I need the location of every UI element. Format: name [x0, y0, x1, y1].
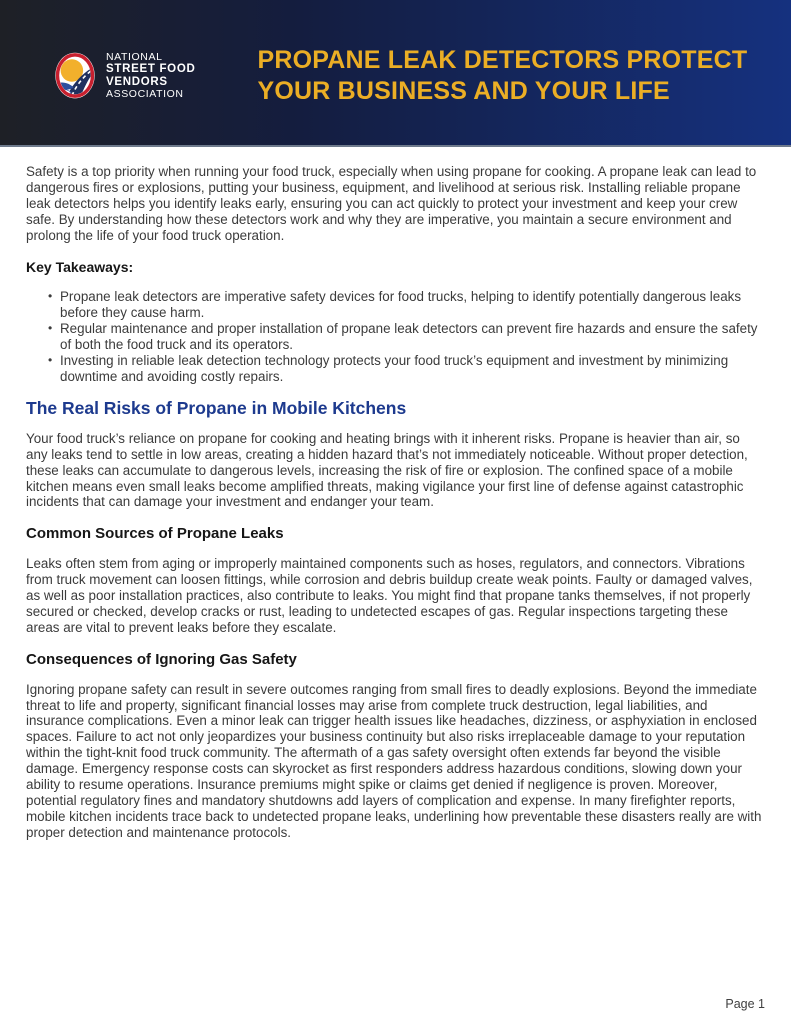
association-name	[106, 51, 195, 101]
section-heading-common-sources: Common Sources of Propane Leaks	[26, 525, 284, 543]
street-food-vendors-logo-icon	[55, 52, 95, 99]
intro-paragraph: Safety is a top priority when running your food truck, especially when using propane for cooking. A propane leak can lead to dangerous fires or explosions, putting your business, equipment, and livelihood at serious risk. Installing reliable propane leak detectors helps you identify leaks early, ensuring you can act quickly to protect your investment and keep your crew safe. By understanding how these detectors work and why they are imperative, you maintain a secure environment and prolong the life of your food truck operation.	[26, 164, 757, 243]
logo-text-line: STREET FOOD	[106, 63, 196, 75]
section-heading-consequences: Consequences of Ignoring Gas Safety	[26, 650, 297, 668]
document-title	[257, 45, 747, 107]
section-heading-real-risks: The Real Risks of Propane in Mobile Kitchens	[26, 397, 407, 418]
section-paragraph: Ignoring propane safety can result in severe outcomes ranging from small fires to deadly explosions. Beyond the immediate threat to life and property, significant financial losses may arise from complete truck destruction, legal liabilities, and insurance complications. Even a minor leak can trigger health issues like headaches, dizziness, or asphyxiation in enclosed spaces. Failure to act not only jeopardizes your business continuity but also risks irreplaceable damage to your reputation within the tight-knit food truck community. The aftermath of a gas safety oversight often extends far beyond the visible damage. Emergency response costs can skyrocket as first responders address hazardous conditions, slowing down your ability to resume operations. Insurance premiums might spike or claims get denied if negligence is proven. Moreover, potential regulatory fines and mandatory shutdowns add layers of complication and expense. In many firefighter reports, mobile kitchen incidents trace back to undetected propane leaks, underlining how preventable these disasters really are with proper detection and maintenance protocols.	[26, 681, 762, 840]
title-line-2: YOUR BUSINESS AND YOUR LIFE	[257, 76, 670, 105]
title-line-1: PROPANE LEAK DETECTORS PROTECT	[257, 45, 748, 74]
association-logo	[55, 51, 195, 101]
takeaway-item: • Investing in reliable leak detection technology protects your food truck’s equipment and investment by minimizing downtime and avoiding costly repairs.	[48, 353, 765, 385]
page-header	[0, 0, 791, 147]
logo-text-line: VENDORS	[106, 75, 168, 88]
logo-text-line: ASSOCIATION	[106, 88, 184, 100]
takeaway-item: • Propane leak detectors are imperative safety devices for food trucks, helping to identify potentially dangerous leaks before they cause harm.	[48, 289, 765, 321]
takeaway-item: • Regular maintenance and proper installation of propane leak detectors can prevent fire hazards and ensure the safety of both the food truck and its operators.	[48, 321, 765, 353]
section-paragraph: Your food truck’s reliance on propane for cooking and heating brings with it inherent risks. Propane is heavier than air, so any leaks tend to settle in low areas, creating a hidden hazard that’s not immediately noticeable. Without proper detection, these leaks can accumulate to dangerous levels, increasing the risk of fire or explosion. The confined space of a mobile kitchen means even small leaks become amplified threats, making vigilance your first line of defense against catastrophic incidents that can damage your investment and endanger your team.	[26, 430, 748, 510]
section-paragraph: Leaks often stem from aging or improperly maintained components such as hoses, regulators, and connectors. Vibrations from truck movement can loosen fittings, while corrosion and debris buildup create weak points. Faulty or damaged valves, as well as poor installation practices, also contribute to leaks. You might find that propane tanks themselves, if not properly secured or checked, develop cracks or rust, leading to undetected escapes of gas. Regular inspections targeting these areas are vital to prevent leaks before they escalate.	[26, 556, 753, 635]
logo-text-line: NATIONAL	[106, 50, 163, 63]
key-takeaways-list	[26, 289, 765, 384]
page-number: Page 1	[725, 997, 765, 1011]
article-body	[0, 147, 791, 841]
key-takeaways-heading: Key Takeaways:	[26, 258, 134, 275]
